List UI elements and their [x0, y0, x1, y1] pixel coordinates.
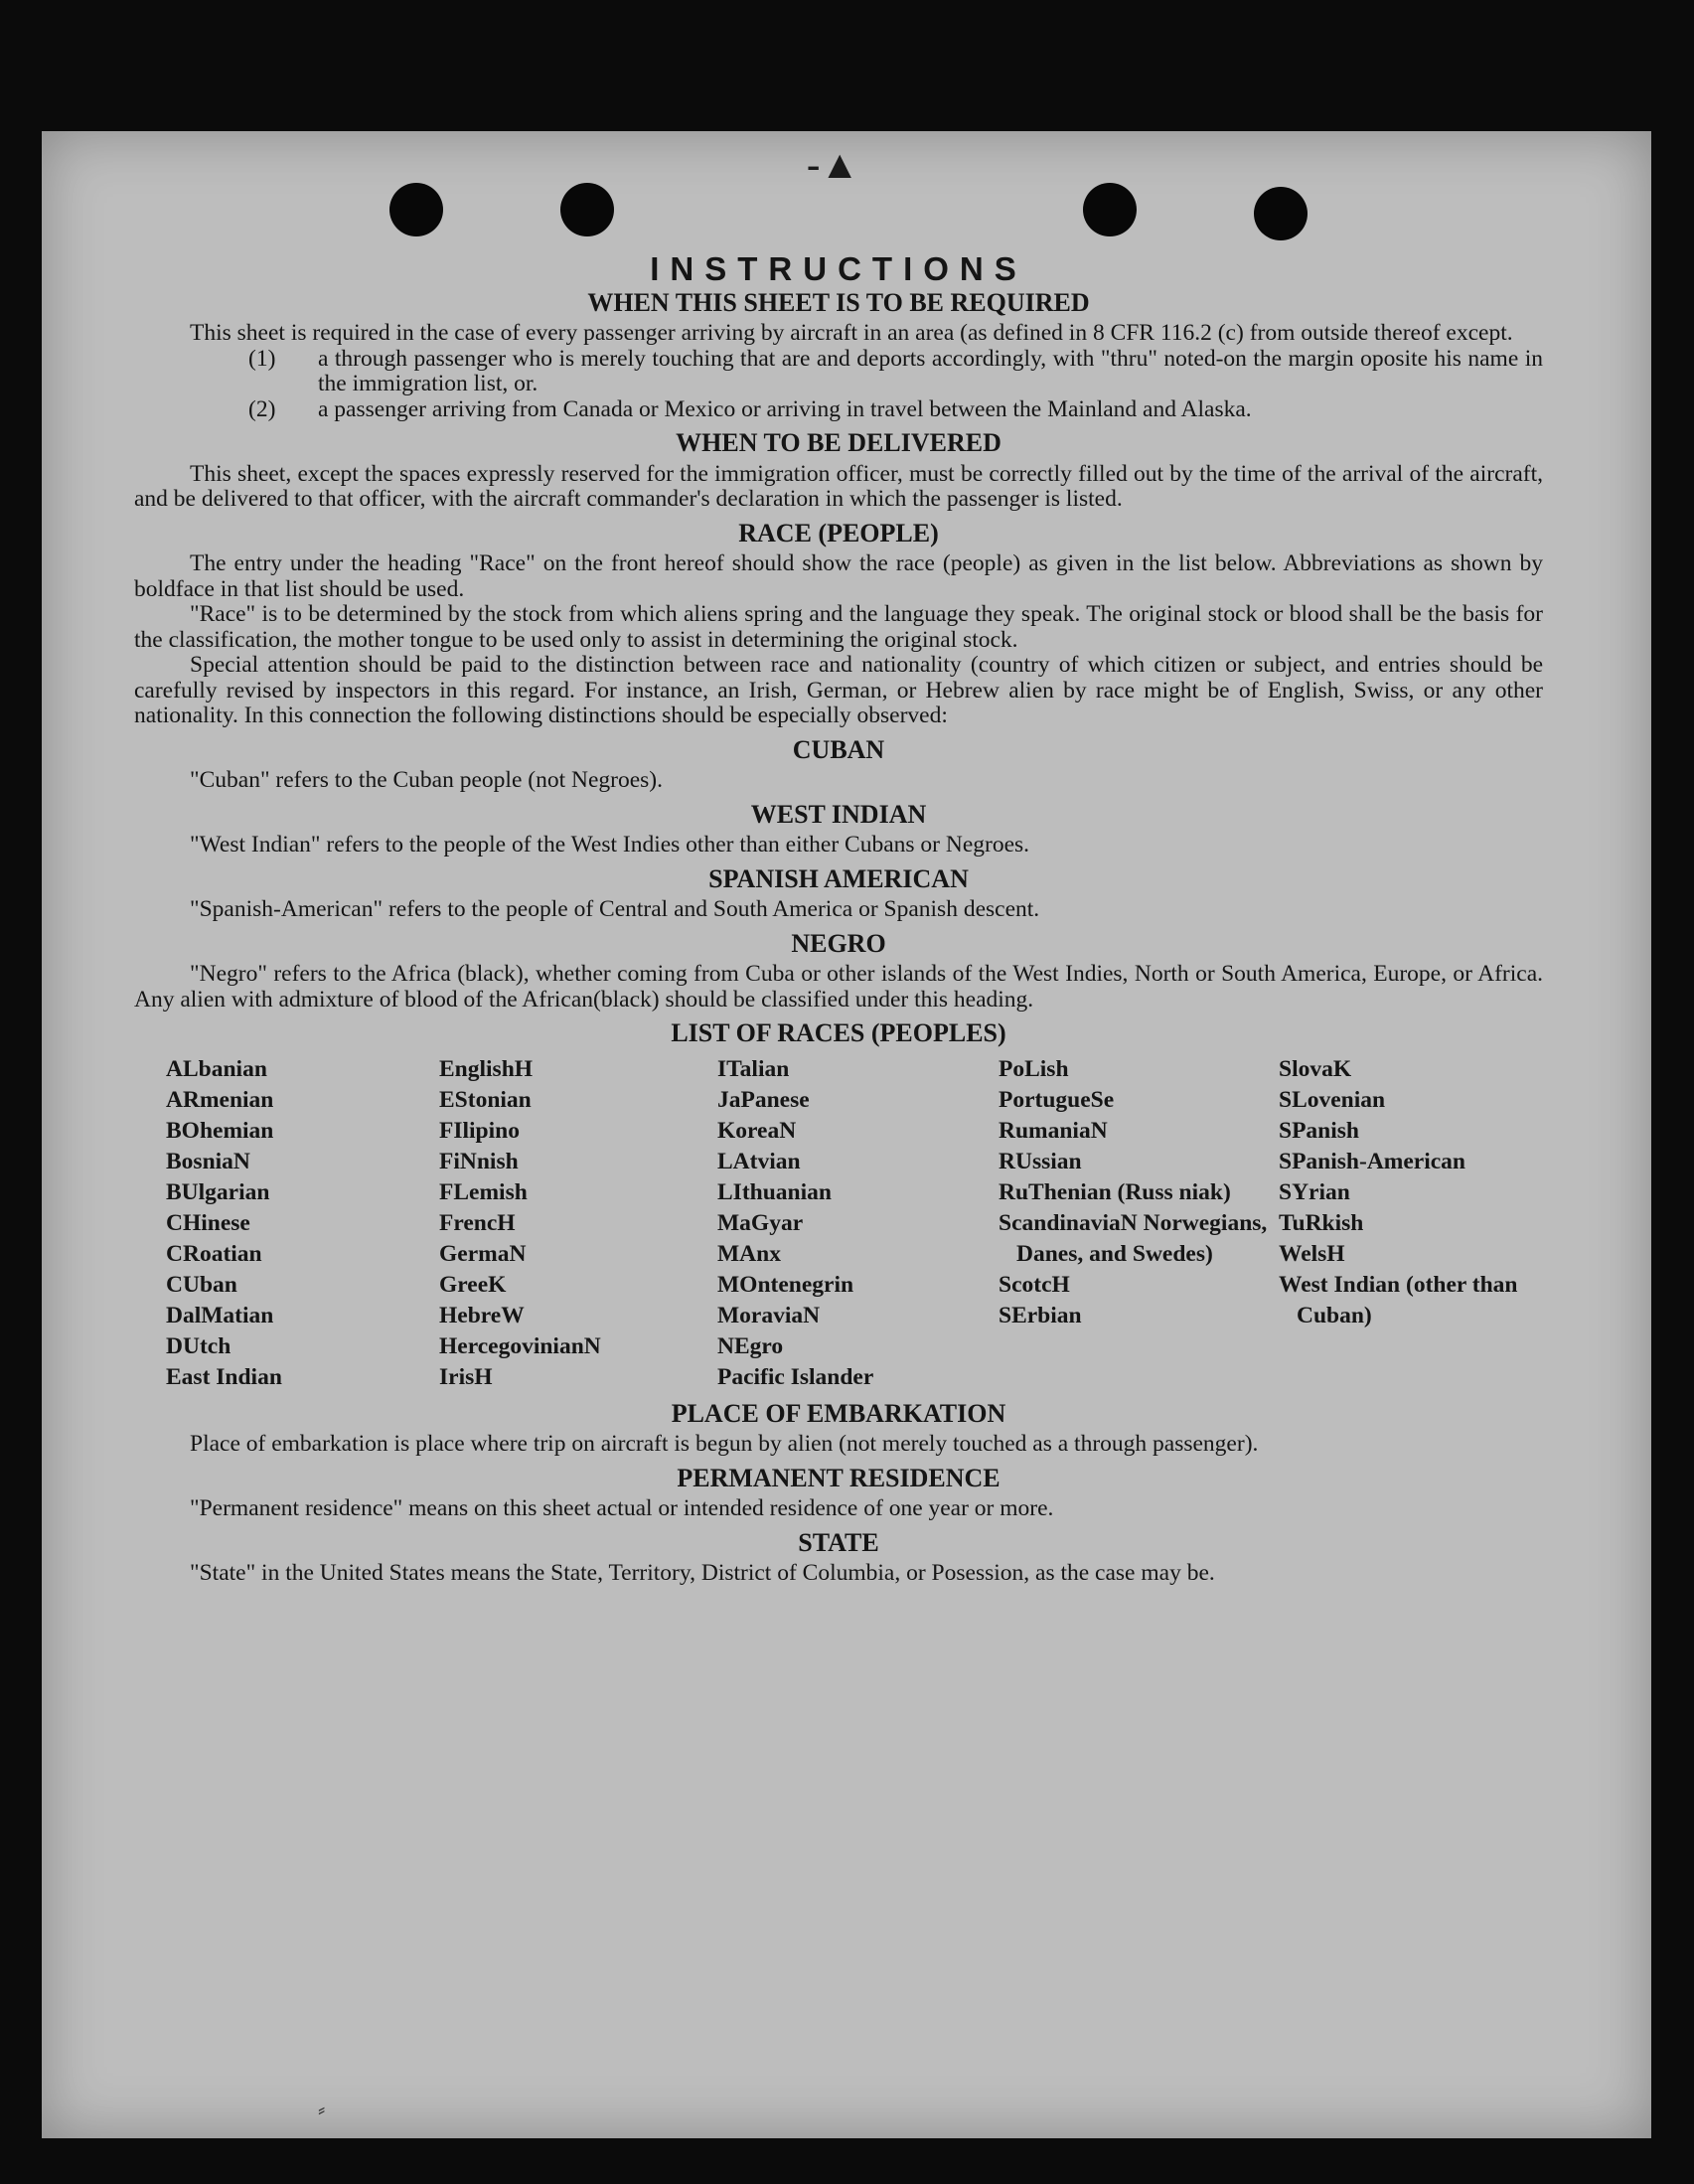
- punch-hole: [1083, 183, 1137, 236]
- race-item: ScotcH: [999, 1271, 1070, 1298]
- punch-hole: [1254, 187, 1308, 240]
- races-column: [439, 1054, 717, 1393]
- race-item: CHinese: [166, 1209, 250, 1236]
- race-item: PortugueSe: [999, 1086, 1115, 1113]
- race-item: BosniaN: [166, 1148, 250, 1174]
- race-item: Pacific Islander: [717, 1363, 874, 1390]
- race-item: HercegovinianN: [439, 1332, 601, 1359]
- race-item: EnglishH: [439, 1055, 534, 1082]
- section-paragraph: Special attention should be paid to the distinction between race and nationality (country of which citizen or subject, and entries should be carefully revised by inspectors in this regard. For instance, an Irish, German, or Hebrew alien by race might be of English, Swiss, or any other nationality. In this connection the following distinctions should be especially observed:: [134, 652, 1543, 728]
- race-item: GreeK: [439, 1271, 507, 1298]
- race-item: DalMatian: [166, 1302, 274, 1328]
- section-residence: [134, 1463, 1543, 1522]
- section-heading: WHEN TO BE DELIVERED: [676, 428, 1001, 457]
- section-heading: PERMANENT RESIDENCE: [677, 1463, 1001, 1492]
- race-item: ITalian: [717, 1055, 790, 1082]
- exception-item: [248, 347, 1543, 397]
- section-heading: SPANISH AMERICAN: [708, 863, 969, 893]
- section-paragraph: "Cuban" refers to the Cuban people (not Negroes).: [190, 767, 663, 793]
- section-paragraph: This sheet, except the spaces expressly reserved for the immigration officer, must be correctly filled out by the time of the arrival of the aircraft, and be delivered to that officer, with the aircraft commander's declaration in which the passenger is listed.: [134, 460, 1543, 512]
- race-item: RuThenian (Russ niak): [999, 1178, 1231, 1205]
- race-item: JaPanese: [717, 1086, 810, 1113]
- races-column: [1279, 1054, 1542, 1393]
- race-item: PoLish: [999, 1055, 1069, 1082]
- race-item: HebreW: [439, 1302, 525, 1328]
- race-item: NEgro: [717, 1332, 784, 1359]
- section-paragraph: "West Indian" refers to the people of the West Indies other than either Cubans or Negroes.: [190, 832, 1030, 858]
- race-item: SErbian: [999, 1302, 1082, 1328]
- punch-hole: [560, 183, 614, 236]
- section-heading: LIST OF RACES (PEOPLES): [671, 1018, 1006, 1047]
- section-delivered: [134, 430, 1543, 513]
- section-race: [134, 518, 1543, 729]
- races-list: [166, 1054, 1543, 1393]
- race-item: SPanish-American: [1279, 1148, 1465, 1174]
- section-paragraph: "Spanish-American" refers to the people of Central and South America or Spanish descent.: [190, 896, 1040, 922]
- race-item: SYrian: [1279, 1178, 1350, 1205]
- ink-smudge: -▲: [807, 142, 859, 187]
- race-item: GermaN: [439, 1240, 527, 1267]
- section-required: [134, 287, 1543, 423]
- race-item: BUlgarian: [166, 1178, 270, 1205]
- section-paragraph: "Race" is to be determined by the stock from which aliens spring and the language they speak. The original stock or blood shall be the basis for the classification, the mother tongue to be used only to assist in determining the original stock.: [134, 601, 1543, 653]
- exception-item: [248, 397, 1543, 423]
- race-item: LIthuanian: [717, 1178, 832, 1205]
- section-cuban: [134, 734, 1543, 794]
- race-item: East Indian: [166, 1363, 282, 1390]
- section-spanish-american: [134, 863, 1543, 923]
- race-item: FLemish: [439, 1178, 528, 1205]
- race-item: RumaniaN: [999, 1117, 1108, 1144]
- race-item: MoraviaN: [717, 1302, 821, 1328]
- section-heading: WHEN THIS SHEET IS TO BE REQUIRED: [587, 287, 1090, 317]
- item-number: (1): [248, 345, 276, 372]
- races-column: [166, 1054, 439, 1393]
- race-item: EStonian: [439, 1086, 532, 1113]
- item-text: a through passenger who is merely touching that are and deports accordingly, with "thru" noted-on the margin oposite his name in the immigration list, or.: [318, 345, 1543, 396]
- section-state: [134, 1527, 1543, 1587]
- race-item: RUssian: [999, 1148, 1082, 1174]
- instructions-text: [134, 250, 1543, 1587]
- section-paragraph: "Permanent residence" means on this sheet actual or intended residence of one year or more.: [190, 1495, 1054, 1521]
- section-paragraph: "State" in the United States means the State, Territory, District of Columbia, or Posession, as the case may be.: [190, 1560, 1215, 1586]
- race-item: BOhemian: [166, 1117, 274, 1144]
- race-item: FiNnish: [439, 1148, 519, 1174]
- section-negro: [134, 928, 1543, 1014]
- race-item: TuRkish: [1279, 1209, 1364, 1236]
- race-item: WelsH: [1279, 1240, 1345, 1267]
- race-item: West Indian (other than Cuban): [1279, 1271, 1518, 1328]
- item-number: (2): [248, 395, 276, 422]
- section-heading: STATE: [798, 1527, 879, 1557]
- section-heading: PLACE OF EMBARKATION: [671, 1398, 1006, 1428]
- races-column: [999, 1054, 1279, 1393]
- section-paragraph: The entry under the heading "Race" on the front hereof should show the race (people) as given in the list below. Abbreviations as shown by boldface in that list should be used.: [134, 550, 1543, 602]
- race-item: SPanish: [1279, 1117, 1359, 1144]
- race-item: FrencH: [439, 1209, 516, 1236]
- race-item: ALbanian: [166, 1055, 267, 1082]
- race-item: CUban: [166, 1271, 237, 1298]
- race-item: IrisH: [439, 1363, 493, 1390]
- race-item: DUtch: [166, 1332, 231, 1359]
- race-item: KoreaN: [717, 1117, 797, 1144]
- races-column: [717, 1054, 999, 1393]
- page-title: INSTRUCTIONS: [650, 250, 1027, 287]
- section-heading: NEGRO: [791, 928, 886, 958]
- item-text: a passenger arriving from Canada or Mexico or arriving in travel between the Mainland and Alaska.: [318, 395, 1252, 422]
- race-item: MAnx: [717, 1240, 781, 1267]
- section-west-indian: [134, 799, 1543, 858]
- punch-hole: [389, 183, 443, 236]
- race-item: SLovenian: [1279, 1086, 1386, 1113]
- section-heading: WEST INDIAN: [750, 799, 927, 829]
- section-paragraph: This sheet is required in the case of every passenger arriving by aircraft in an area (as defined in 8 CFR 116.2 (c) from outside thereof except.: [190, 320, 1513, 346]
- race-item: ScandinaviaN Norwegians, Danes, and Swedes): [999, 1209, 1268, 1267]
- race-item: MOntenegrin: [717, 1271, 854, 1298]
- section-embarkation: [134, 1398, 1543, 1458]
- race-item: FIlipino: [439, 1117, 520, 1144]
- race-item: CRoatian: [166, 1240, 262, 1267]
- section-list-of-races: [134, 1020, 1543, 1393]
- section-heading: CUBAN: [792, 734, 885, 764]
- race-item: LAtvian: [717, 1148, 801, 1174]
- ink-mark: ⸗: [318, 2097, 326, 2121]
- section-heading: RACE (PEOPLE): [738, 518, 939, 547]
- race-item: ARmenian: [166, 1086, 274, 1113]
- section-paragraph: Place of embarkation is place where trip on aircraft is begun by alien (not merely touched as a through passenger).: [190, 1431, 1259, 1457]
- race-item: SlovaK: [1279, 1055, 1352, 1082]
- race-item: MaGyar: [717, 1209, 804, 1236]
- section-paragraph: "Negro" refers to the Africa (black), whether coming from Cuba or other islands of the West Indies, North or South America, Europe, or Africa. Any alien with admixture of blood of the African(black) should be classified under this heading.: [134, 961, 1543, 1013]
